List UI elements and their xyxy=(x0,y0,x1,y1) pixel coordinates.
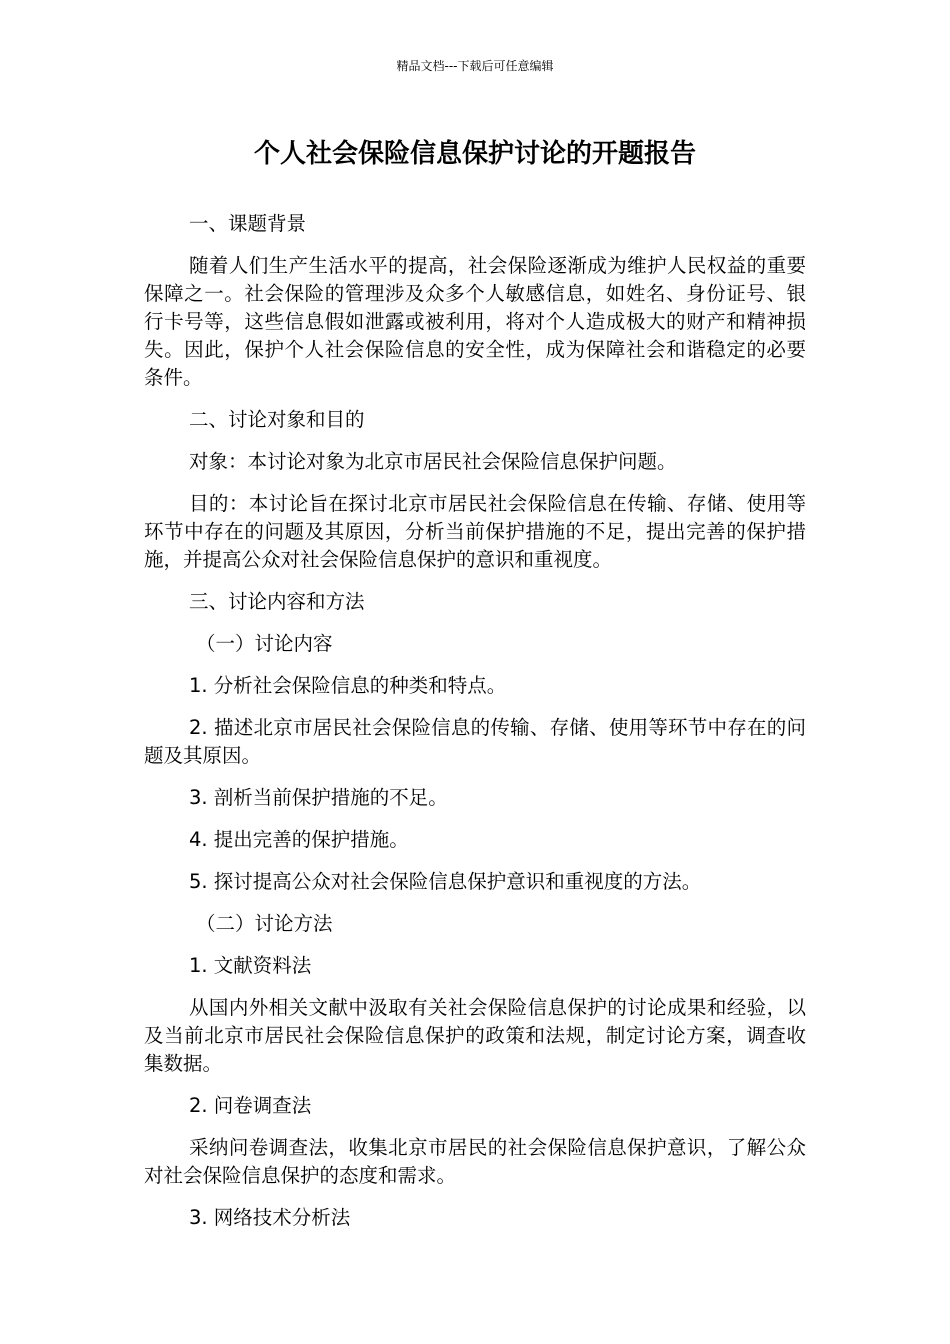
list-item-content-5: 5. 探讨提高公众对社会保险信息保护意识和重视度的方法。 xyxy=(189,870,702,893)
list-item-content-3: 3. 剖析当前保护措施的不足。 xyxy=(189,786,448,809)
document-body xyxy=(144,210,806,1246)
section-heading-object-purpose: 二、讨论对象和目的 xyxy=(189,408,365,431)
document-title: 个人社会保险信息保护讨论的开题报告 xyxy=(253,139,696,169)
list-item-content-4: 4. 提出完善的保护措施。 xyxy=(189,828,409,851)
subsection-heading-content: （一）讨论内容 xyxy=(196,632,333,655)
paragraph-background: 随着人们生产生活水平的提高，社会保险逐渐成为维护人民权益的重要保障之一。社会保险的管理涉及众多个人敏感信息，如姓名、身份证号、银行卡号等，这些信息假如泄露或被利用，将对个人造成极大的财产和精神损失。因此，保护个人社会保险信息的安全性，成为保障社会和谐稳定的必要条件。 xyxy=(144,254,806,389)
list-item-content-2: 2. 描述北京市居民社会保险信息的传输、存储、使用等环节中存在的问题及其原因。 xyxy=(144,716,806,767)
method-heading-questionnaire: 2. 问卷调查法 xyxy=(189,1094,312,1117)
paragraph-object: 对象：本讨论对象为北京市居民社会保险信息保护问题。 xyxy=(189,450,677,473)
paragraph-questionnaire: 采纳问卷调查法，收集北京市居民的社会保险信息保护意识，了解公众对社会保险信息保护的态度和需求。 xyxy=(144,1136,806,1187)
paragraph-literature: 从国内外相关文献中汲取有关社会保险信息保护的讨论成果和经验，以及当前北京市居民社会保险信息保护的政策和法规，制定讨论方案，调查收集数据。 xyxy=(144,996,806,1075)
list-item-content-1: 1. 分析社会保险信息的种类和特点。 xyxy=(189,674,507,697)
section-heading-content-method: 三、讨论内容和方法 xyxy=(189,590,365,613)
subsection-heading-method: （二）讨论方法 xyxy=(196,912,333,935)
section-heading-background: 一、课题背景 xyxy=(189,212,307,235)
method-heading-literature: 1. 文献资料法 xyxy=(189,954,312,977)
paragraph-purpose: 目的：本讨论旨在探讨北京市居民社会保险信息在传输、存储、使用等环节中存在的问题及其原因，分析当前保护措施的不足，提出完善的保护措施，并提高公众对社会保险信息保护的意识和重视度。 xyxy=(144,492,806,571)
method-heading-network: 3. 网络技术分析法 xyxy=(189,1206,351,1229)
header-note: 精品文档---下载后可任意编辑 xyxy=(396,59,554,73)
